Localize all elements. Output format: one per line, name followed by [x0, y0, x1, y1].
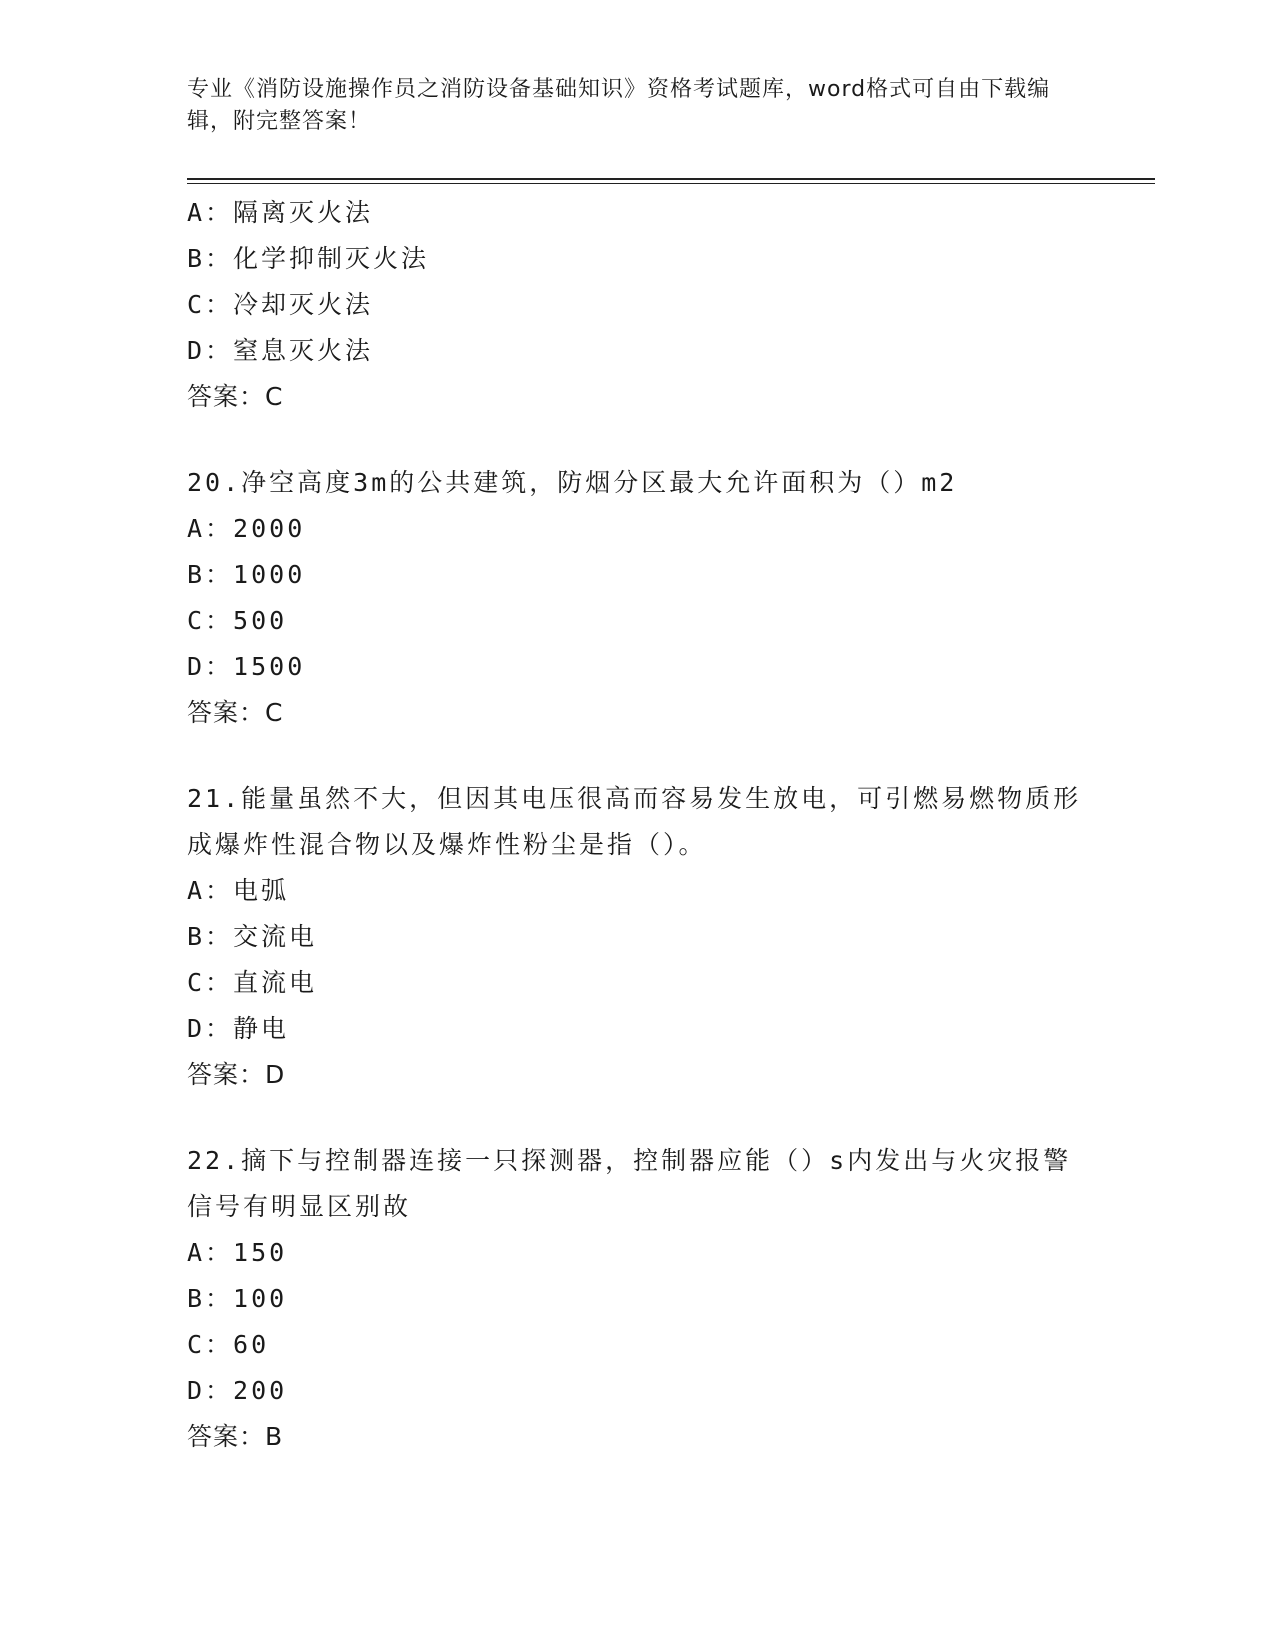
option-c: C：60: [187, 1330, 270, 1359]
option-d: D：200: [187, 1376, 288, 1405]
answer-text: 答案：D: [187, 1060, 286, 1089]
answer-text: 答案：C: [187, 382, 284, 411]
answer-text: 答案：C: [187, 698, 284, 727]
question-20-block: [187, 460, 1147, 736]
option-c: C：冷却灭火法: [187, 290, 374, 319]
option-a: A：2000: [187, 514, 306, 543]
option-d: D：静电: [187, 1014, 290, 1043]
option-a: A：电弧: [187, 876, 290, 905]
option-b: B：1000: [187, 560, 306, 589]
header-divider-thick: [187, 178, 1155, 180]
option-a: A：隔离灭火法: [187, 198, 374, 227]
question-22-block: [187, 1138, 1147, 1460]
option-b: B：交流电: [187, 922, 318, 951]
question-list: [187, 190, 1147, 1460]
option-c: C：500: [187, 606, 288, 635]
question-21-block: [187, 776, 1147, 1098]
option-d: D：窒息灭火法: [187, 336, 374, 365]
question-stem: 20.净空高度3m的公共建筑，防烟分区最大允许面积为（）m2: [187, 468, 958, 497]
option-b: B：100: [187, 1284, 288, 1313]
question-stem: 21.能量虽然不大，但因其电压很高而容易发生放电，可引燃易燃物质形成爆炸性混合物以及爆炸性粉尘是指（）。: [187, 784, 1082, 859]
option-b: B：化学抑制灭火法: [187, 244, 430, 273]
answer-text: 答案：B: [187, 1422, 284, 1451]
option-d: D：1500: [187, 652, 306, 681]
question-stem: 22.摘下与控制器连接一只探测器，控制器应能（）s内发出与火灾报警信号有明显区别故: [187, 1146, 1072, 1221]
document-header: 专业《消防设施操作员之消防设备基础知识》资格考试题库，word格式可自由下载编辑，附完整答案！: [187, 77, 1051, 134]
header-divider-thin: [187, 183, 1155, 184]
option-c: C：直流电: [187, 968, 318, 997]
option-a: A：150: [187, 1238, 288, 1267]
question-19-block: [187, 190, 1147, 420]
